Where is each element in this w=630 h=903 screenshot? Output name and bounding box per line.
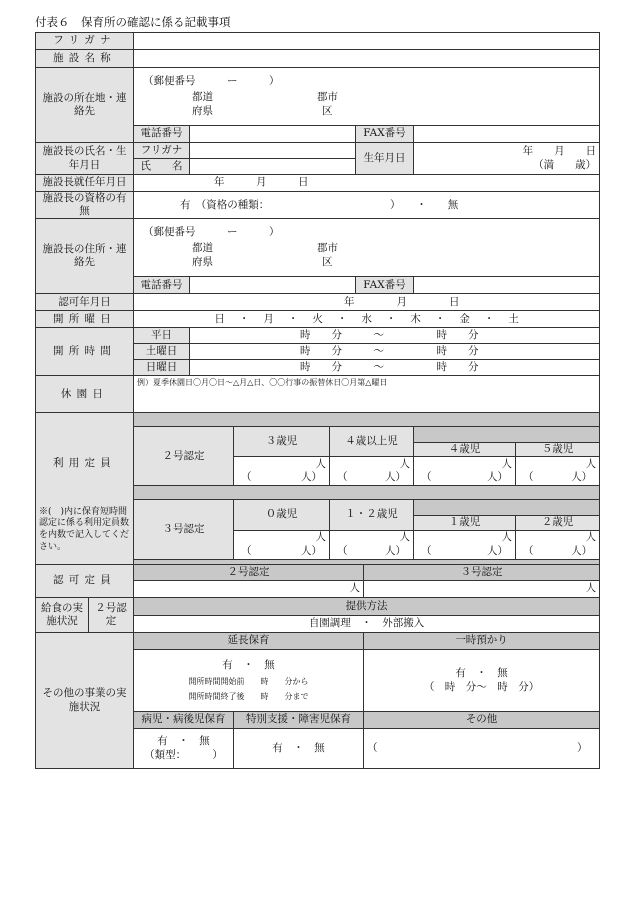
appointed-label: 施設長就任年月日 — [36, 175, 134, 192]
meal-label: 給食の実施状況 — [36, 598, 89, 632]
licensed-no3-input[interactable]: 人 — [364, 581, 600, 598]
licensed-label: 認可定員 — [36, 565, 134, 598]
cap-age12-input[interactable]: 人 （ 人） — [330, 530, 414, 559]
open-days[interactable]: 日 ・ 月 ・ 火 ・ 水 ・ 木 ・ 金 ・ 土 — [134, 311, 600, 328]
weekday-hours[interactable]: 時 分 ～ 時 分 — [190, 328, 600, 344]
dir-fax-input[interactable] — [414, 277, 600, 294]
cap-age4plus-input[interactable]: 人 （ 人） — [330, 457, 414, 486]
director-name-input[interactable] — [190, 159, 356, 175]
day-thu[interactable]: 木 — [410, 312, 421, 325]
capacity-label: 利用定員 — [53, 456, 116, 469]
form-table — [35, 32, 600, 769]
director-label: 施設長の氏名・生年月日 — [36, 143, 134, 175]
director-address-label: 施設長の住所・連絡先 — [36, 219, 134, 294]
gun-shi: 郡市 — [317, 90, 338, 103]
cap-age0-label: ０歳児 — [234, 500, 330, 530]
others-label: その他 — [364, 712, 600, 729]
capacity-note: ※( )内に保育短時間認定に係る利用定員数を内数で記入してください。 — [39, 506, 130, 552]
weekday-label: 平日 — [134, 328, 190, 344]
fax-label: FAX番号 — [356, 126, 414, 143]
extended-value[interactable]: 有 ・ 無 開所時間開始前 時 分から 開所時間終了後 時 分まで — [134, 650, 364, 712]
holiday-example: 例）夏季休園日〇月〇日～△月△日、〇〇行事の振替休日〇月第△曜日 — [137, 378, 388, 388]
cap-no2-label: ２号認定 — [134, 427, 234, 486]
birth-label: 生年月日 — [356, 143, 414, 175]
location-label: 施設の所在地・連絡先 — [36, 68, 134, 143]
holiday-input[interactable] — [134, 376, 600, 413]
cap-age2-label: ２歳児 — [516, 516, 600, 530]
dir-fax-label: FAX番号 — [356, 277, 414, 294]
tel-input[interactable] — [190, 126, 356, 143]
pref-to: 都道 — [192, 90, 213, 103]
meal-method-value[interactable]: 自園調理 ・ 外部搬入 — [134, 615, 600, 633]
cap-age3-input[interactable]: 人 （ 人） — [234, 457, 330, 486]
others-value[interactable]: （ ） — [364, 729, 600, 769]
postal-code: （郵便番号 ー ） — [143, 74, 280, 87]
approval-label: 認可年月日 — [36, 294, 134, 311]
cap-age0-input[interactable]: 人 （ 人） — [234, 530, 330, 559]
dir-pref-to: 都道 — [192, 241, 213, 254]
cap-age12-label: １・２歳児 — [330, 500, 414, 530]
cap-age3-label: ３歳児 — [234, 427, 330, 457]
licensed-no2-input[interactable]: 人 — [134, 581, 364, 598]
holiday-label: 休園日 — [36, 376, 134, 413]
hours-label: 開所時間 — [36, 328, 134, 376]
director-name-label: 氏 名 — [134, 159, 190, 175]
temporary-label: 一時預かり — [364, 633, 600, 650]
sick-value[interactable]: 有 ・ 無 （類型： ） — [134, 729, 234, 769]
sick-label: 病児・病後児保育 — [134, 712, 234, 729]
tel-label: 電話番号 — [134, 126, 190, 143]
other-label: その他の事業の実施状況 — [36, 633, 134, 769]
licensed-no2-label: ２号認定 — [134, 565, 364, 581]
dir-tel-input[interactable] — [190, 277, 356, 294]
ku: 区 — [322, 104, 333, 117]
special-label: 特別支援・障害児保育 — [234, 712, 364, 729]
qualification-input[interactable]: 有 （資格の種類： ） ・ 無 — [134, 192, 600, 219]
approval-input[interactable]: 年 月 日 — [134, 294, 600, 311]
cap-band-2 — [414, 427, 600, 443]
cap-age5-input[interactable]: 人 （ 人） — [516, 457, 600, 486]
appointed-input[interactable]: 年 月 日 — [134, 175, 600, 192]
sunday-hours[interactable]: 時 分 ～ 時 分 — [190, 360, 600, 376]
cap-age1-label: １歳児 — [414, 516, 516, 530]
extended-label: 延長保育 — [134, 633, 364, 650]
cap-age4plus-label: ４歳以上児 — [330, 427, 414, 457]
location-address[interactable] — [134, 68, 600, 126]
capacity-band — [134, 413, 600, 427]
birth-input[interactable]: 年 月 日 （満 歳） — [414, 143, 600, 175]
dir-ku: 区 — [322, 255, 333, 268]
capacity-label-cell — [36, 413, 134, 565]
day-sat[interactable]: 土 — [508, 312, 519, 325]
facility-name-input[interactable] — [134, 50, 600, 68]
qualification-label: 施設長の資格の有無 — [36, 192, 134, 219]
licensed-no3-label: ３号認定 — [364, 565, 600, 581]
day-mon[interactable]: 月 — [263, 312, 274, 325]
fax-input[interactable] — [414, 126, 600, 143]
cap-age4-label: ４歳児 — [414, 443, 516, 457]
cap-age5-label: ５歳児 — [516, 443, 600, 457]
facility-name-label: 施設名称 — [36, 50, 134, 68]
temporary-value[interactable]: 有 ・ 無 （ 時 分～ 時 分） — [364, 650, 600, 712]
cap-age2-input[interactable]: 人 （ 人） — [516, 530, 600, 559]
capacity-band-3 — [134, 486, 600, 500]
sunday-label: 日曜日 — [134, 360, 190, 376]
cap-band-4 — [414, 500, 600, 516]
saturday-hours[interactable]: 時 分 ～ 時 分 — [190, 344, 600, 360]
cap-age4-input[interactable]: 人 （ 人） — [414, 457, 516, 486]
director-furigana-input[interactable] — [190, 143, 356, 159]
dir-tel-label: 電話番号 — [134, 277, 190, 294]
dir-postal-code: （郵便番号 ー ） — [143, 225, 280, 238]
open-days-label: 開所曜日 — [36, 311, 134, 328]
cap-age1-input[interactable]: 人 （ 人） — [414, 530, 516, 559]
day-sun[interactable]: 日 — [214, 312, 225, 325]
form-title: 付表６ 保育所の確認に係る記載事項 — [35, 15, 231, 29]
day-fri[interactable]: 金 — [459, 312, 470, 325]
pref-fu: 府県 — [192, 104, 213, 117]
director-furigana-label: フリガナ — [134, 143, 190, 159]
day-wed[interactable]: 水 — [361, 312, 372, 325]
special-value[interactable]: 有 ・ 無 — [234, 729, 364, 769]
cap-no3-label: ３号認定 — [134, 500, 234, 559]
furigana-input[interactable] — [134, 33, 600, 50]
dir-gun-shi: 郡市 — [317, 241, 338, 254]
director-address[interactable] — [134, 219, 600, 277]
dir-pref-fu: 府県 — [192, 255, 213, 268]
day-tue[interactable]: 火 — [312, 312, 323, 325]
furigana-label: フリガナ — [36, 33, 134, 50]
saturday-label: 土曜日 — [134, 344, 190, 360]
meal-label-cell — [36, 598, 134, 633]
meal-no2-label: ２号認定 — [95, 601, 127, 627]
meal-method-label: 提供方法 — [134, 598, 600, 616]
